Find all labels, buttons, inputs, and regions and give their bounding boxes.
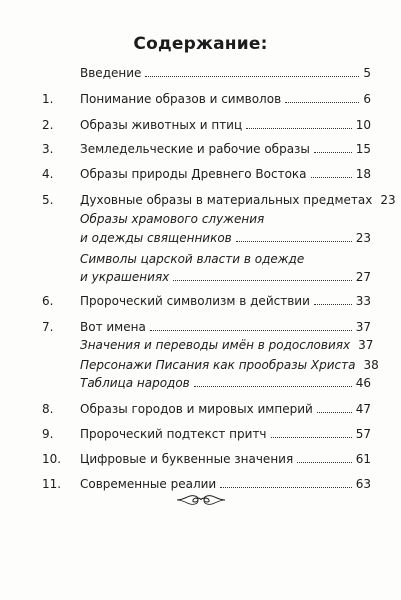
toc-entry-page: 23	[355, 231, 371, 245]
toc-entry-line	[80, 165, 371, 183]
dot-leader	[285, 101, 359, 103]
toc-entry-page: 46	[355, 376, 371, 390]
toc-entry-page: 47	[355, 402, 371, 416]
toc-entry-line	[80, 374, 371, 392]
toc-entry-page: 38	[363, 358, 379, 372]
toc-entry-label: Земледельческие и рабочие образы	[80, 142, 310, 156]
toc-entry-line	[80, 475, 371, 493]
dot-leader	[150, 329, 352, 331]
toc-entry	[0, 250, 401, 268]
toc-entry-page: 27	[355, 270, 371, 284]
toc-entry-label: Персонажи Писания как прообразы Христа	[80, 358, 356, 372]
toc-entry-page: 37	[358, 338, 374, 352]
toc-entry	[0, 400, 401, 418]
toc-entry-line	[80, 140, 371, 158]
toc-entry-label: Понимание образов и символов	[80, 92, 282, 106]
toc-entry-line	[80, 318, 371, 336]
dot-leader	[271, 436, 352, 438]
toc-entry-page: 37	[355, 320, 371, 334]
toc-entry-page: 10	[355, 118, 371, 132]
toc-entry-number: 10.	[42, 452, 62, 466]
dot-leader	[311, 176, 352, 178]
toc-entry-line	[80, 116, 371, 134]
toc-entry-number: 9.	[42, 427, 54, 441]
ornament-divider-icon	[175, 492, 227, 508]
toc-entry-label: Современные реалии	[80, 477, 217, 491]
toc-entry-number: 3.	[42, 142, 54, 156]
toc-entry	[0, 356, 401, 374]
toc-entry-number: 7.	[42, 320, 54, 334]
dot-leader	[246, 127, 352, 129]
toc-entry	[0, 229, 401, 247]
toc-entry-label: Значения и переводы имён в родословиях	[80, 338, 351, 352]
toc-entry-label: и одежды священников	[80, 231, 232, 245]
toc-entry-label: Вот имена	[80, 320, 146, 334]
toc-entry-page: 63	[355, 477, 371, 491]
toc-entry-label: Образы городов и мировых империй	[80, 402, 313, 416]
toc-entry	[0, 191, 401, 209]
toc-entry	[0, 64, 401, 82]
toc-entry-line	[80, 229, 371, 247]
toc-entry	[0, 292, 401, 310]
dot-leader	[314, 303, 352, 305]
toc-entry-line	[80, 210, 371, 228]
toc-entry-line	[80, 90, 371, 108]
toc-entry-number: 11.	[42, 477, 62, 491]
toc-entry-label: Символы царской власти в одежде	[80, 252, 305, 266]
toc-entry	[0, 90, 401, 108]
toc-entry-number: 1.	[42, 92, 54, 106]
dot-leader	[145, 75, 359, 77]
toc-entry	[0, 336, 401, 354]
toc-entry-page: 18	[355, 167, 371, 181]
toc-entry-line	[80, 425, 371, 443]
toc-entry	[0, 425, 401, 443]
toc-entry-label: Введение	[80, 66, 142, 80]
toc-entry-line	[80, 191, 396, 209]
toc-entry-page: 57	[355, 427, 371, 441]
dot-leader	[314, 151, 352, 153]
toc-entry-label: Образы животных и птиц	[80, 118, 243, 132]
toc-entry-line	[80, 292, 371, 310]
toc-entry-line	[80, 268, 371, 286]
toc-entry-number: 6.	[42, 294, 54, 308]
toc-entry-page: 6	[363, 92, 371, 106]
page-title: Содержание:	[133, 34, 268, 54]
dot-leader	[317, 411, 352, 413]
toc-entry-label: Образы храмового служения	[80, 212, 265, 226]
toc-entry-number: 4.	[42, 167, 54, 181]
toc-entry-page: 61	[355, 452, 371, 466]
toc-entry-label: Таблица народов	[80, 376, 190, 390]
toc-entry-label: Пророческий символизм в действии	[80, 294, 310, 308]
toc-entry-page: 5	[363, 66, 371, 80]
toc-entry	[0, 140, 401, 158]
toc-entry-line	[80, 356, 379, 374]
toc-entry-line	[80, 400, 371, 418]
toc-entry-page: 33	[355, 294, 371, 308]
toc-entry	[0, 165, 401, 183]
toc-entry-label: Цифровые и буквенные значения	[80, 452, 294, 466]
dot-leader	[173, 279, 351, 281]
toc-entry-label: Образы природы Древнего Востока	[80, 167, 307, 181]
toc-entry-label: Пророческий подтекст притч	[80, 427, 267, 441]
toc-entry-line	[80, 336, 374, 354]
toc-entry-line	[80, 450, 371, 468]
toc-entry-line	[80, 64, 371, 82]
dot-leader	[194, 385, 352, 387]
toc-entry-number: 5.	[42, 193, 54, 207]
toc-entry-line	[80, 250, 371, 268]
toc-entry	[0, 475, 401, 493]
toc-entry	[0, 268, 401, 286]
dot-leader	[220, 486, 352, 488]
toc-entry-page: 23	[380, 193, 396, 207]
toc-entry	[0, 318, 401, 336]
toc-entry	[0, 210, 401, 228]
toc-entry-page: 15	[355, 142, 371, 156]
toc-entry-number: 8.	[42, 402, 54, 416]
toc-entry	[0, 374, 401, 392]
toc-entry-label: Духовные образы в материальных предметах	[80, 193, 373, 207]
toc-entry-number: 2.	[42, 118, 54, 132]
toc-entry	[0, 116, 401, 134]
dot-leader	[236, 240, 352, 242]
toc-entry	[0, 450, 401, 468]
toc-entry-label: и украшениях	[80, 270, 170, 284]
dot-leader	[297, 461, 352, 463]
